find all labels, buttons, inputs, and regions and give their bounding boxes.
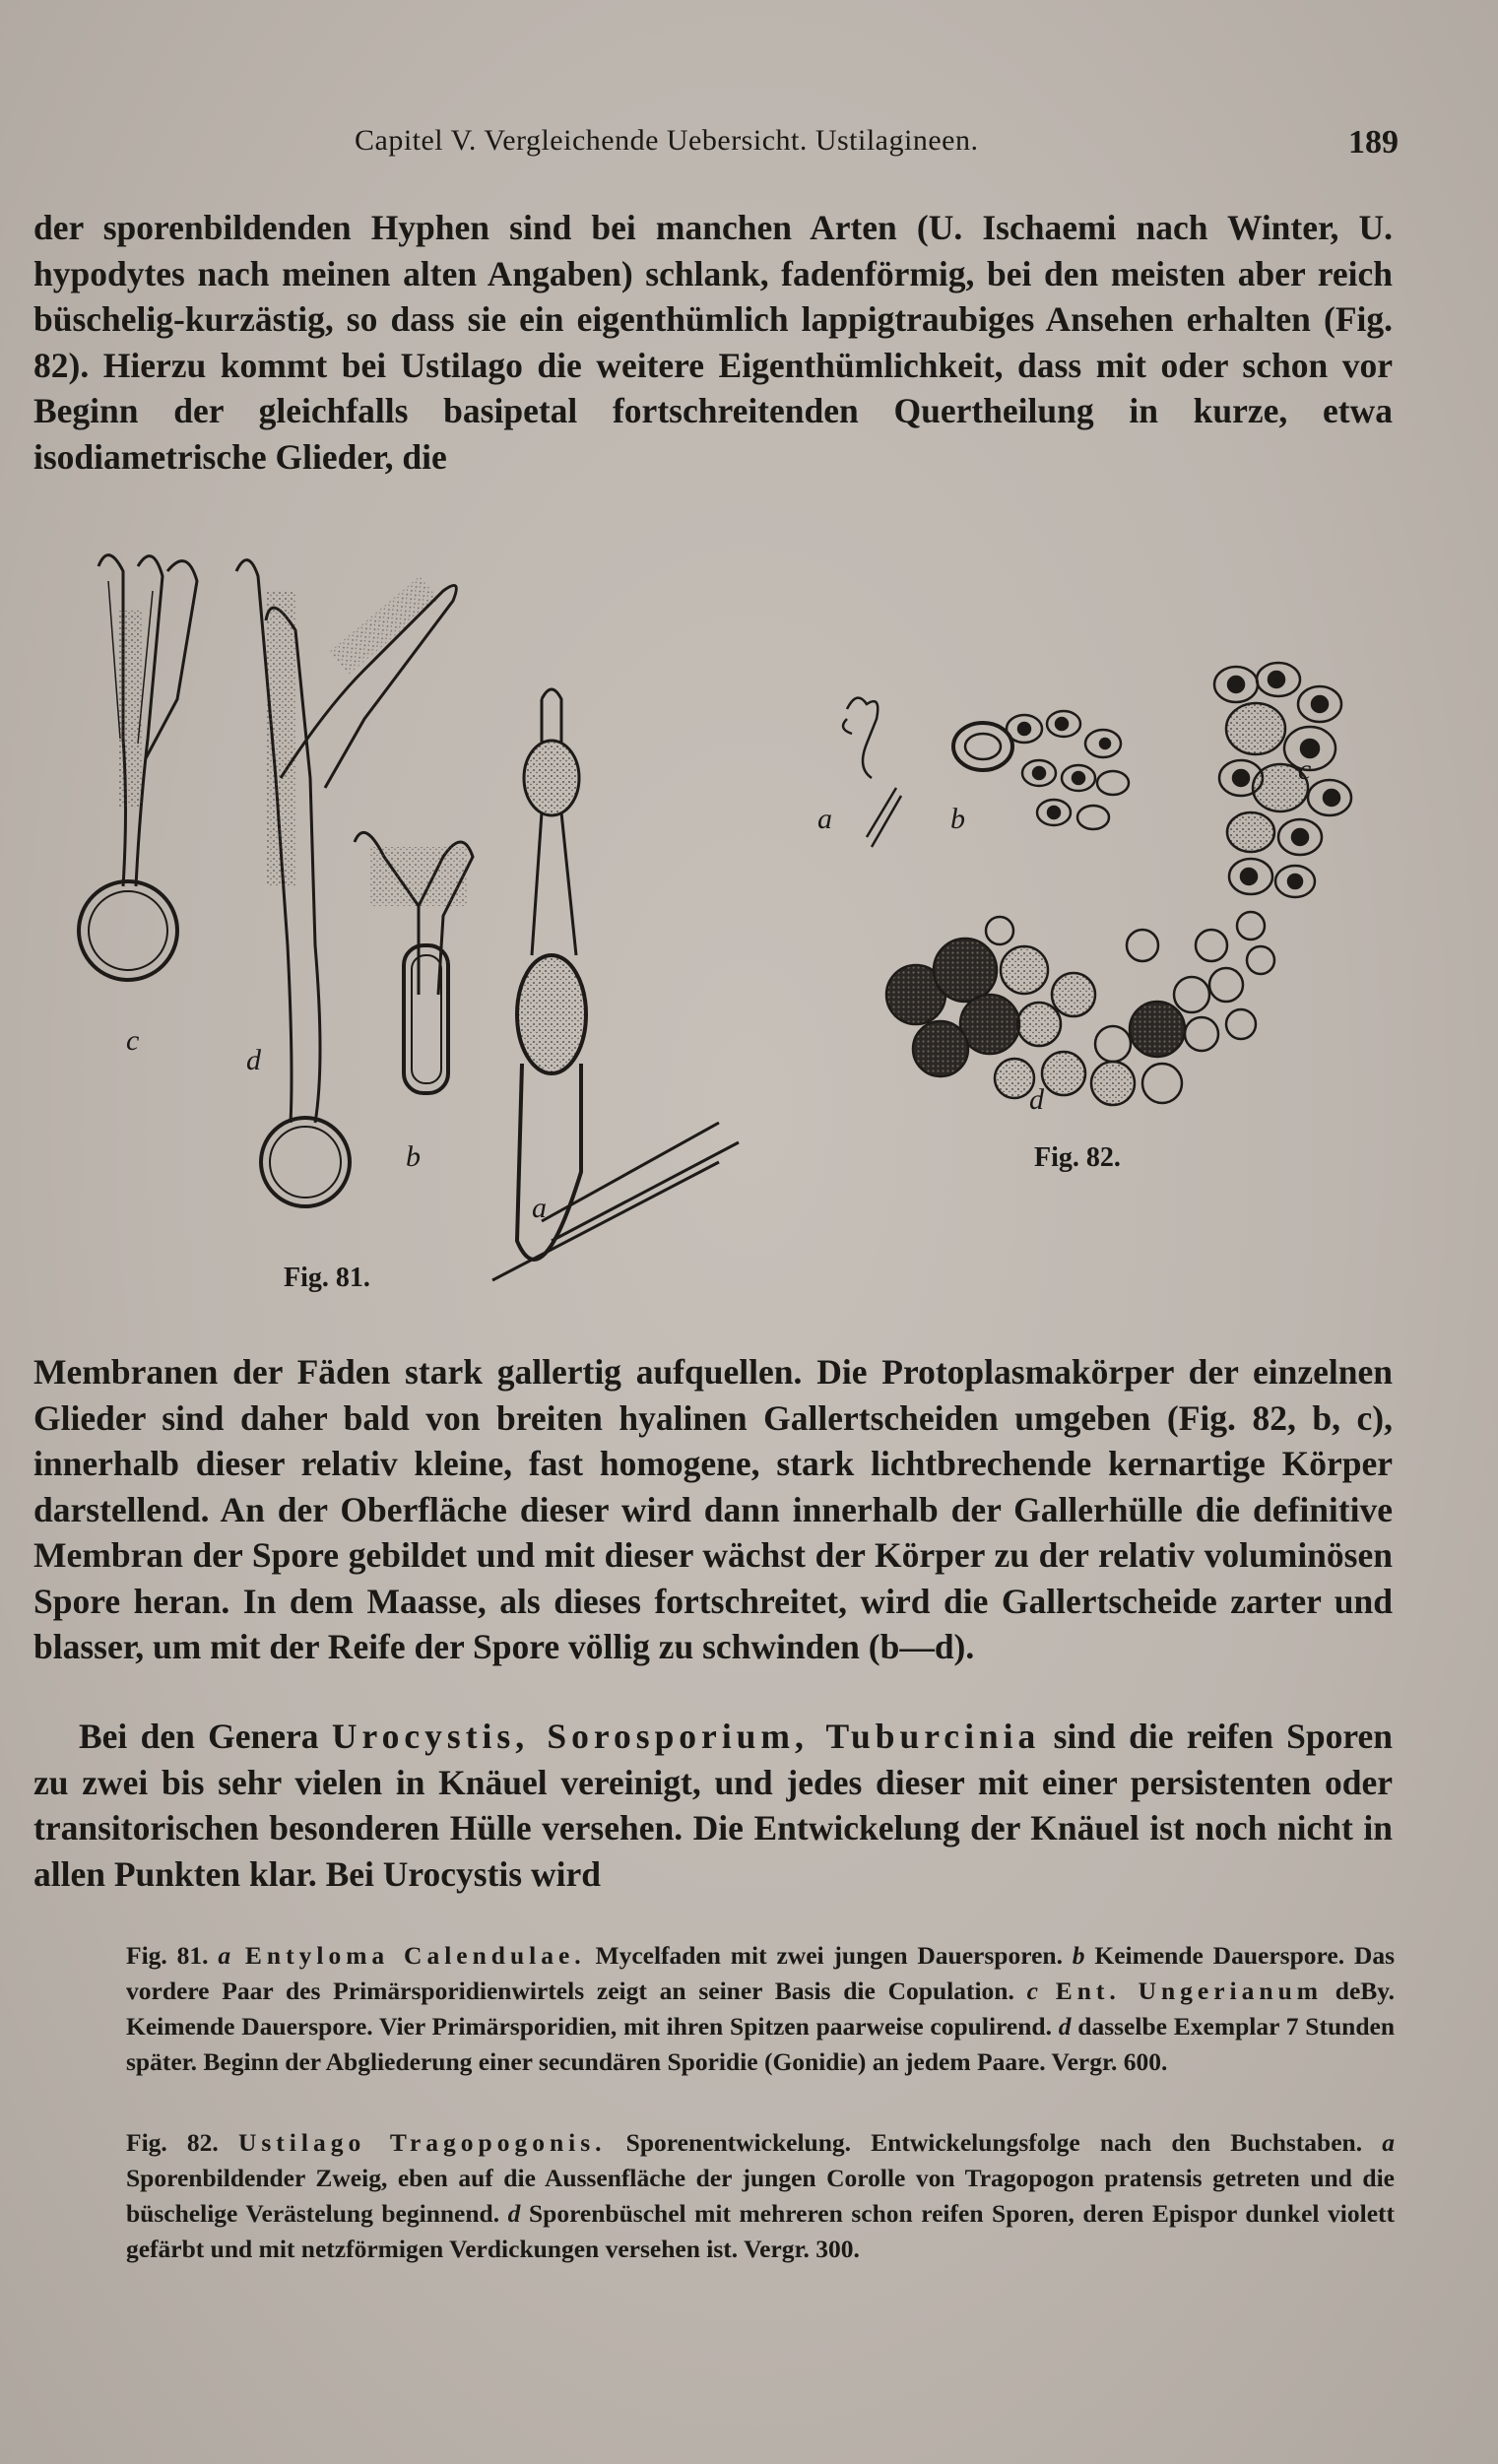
fig82-label: Fig. 82. (1034, 1142, 1121, 1173)
fig81-letter-b: b (406, 1140, 421, 1173)
caption-fig81-text1: Mycelfaden mit zwei jungen Dauersporen. (585, 1941, 1073, 1970)
fig82-letter-a: a (817, 803, 832, 835)
paragraph-3 (33, 1714, 1393, 1897)
caption-fig82-d: d (507, 2199, 521, 2228)
running-head: Capitel V. Vergleichende Uebersicht. Ustilagineen. (355, 124, 979, 157)
caption-fig81-text3: deBy. Keimende Dauerspore. Vier Primärsporidien, mit ihren Spitzen paarweise copulirend. (126, 1977, 1395, 2041)
caption-fig82 (126, 2125, 1395, 2267)
caption-fig81-species1: Entyloma Calendulae. (230, 1941, 586, 1970)
caption-fig82-text2: Sporenbildender Zweig, eben auf die Aussenfläche der jungen Corolle von Tragopogon pratensis getreten und die büschelige Verästelung beginnend. (126, 2164, 1395, 2228)
fig81-label: Fig. 81. (284, 1263, 370, 1293)
fig81-b-drawing (355, 832, 473, 1093)
caption-fig81-c: c (1026, 1977, 1038, 2005)
fig81-c-drawing (79, 555, 197, 980)
fig82-c-drawing (1214, 663, 1351, 897)
caption-fig81-text2: Keimende Dauerspore. Das vordere Paar des Primärsporidienwirtels zeigt an seiner Basis die Copulation. (126, 1941, 1395, 2005)
fig82-letter-c: c (1298, 753, 1312, 786)
caption-fig81-d: d (1058, 2012, 1072, 2041)
fig81-letter-a: a (532, 1192, 547, 1224)
caption-fig82-lead: Fig. 82. (126, 2128, 238, 2157)
page-header (355, 124, 1399, 163)
fig82-letter-b: b (950, 803, 965, 835)
paragraph-3-after: sind die reifen Sporen zu zwei bis sehr vielen in Knäuel vereinigt, und jedes dieser mit einer persistenten oder transitorischen besonderen Hülle versehen. Die Entwickelung der Knäuel ist noch nicht in allen Punkten klar. Bei Urocystis wird (33, 1717, 1394, 1894)
caption-fig82-species: Ustilago Tragopogonis. (237, 2128, 607, 2157)
caption-fig81-species2: Ent. Ungerianum (1037, 1977, 1323, 2005)
caption-fig82-text1: Sporenentwickelung. Entwickelungsfolge nach den Buchstaben. (606, 2128, 1383, 2157)
page-number: 189 (1348, 124, 1399, 161)
paragraph-1: der sporenbildenden Hyphen sind bei manchen Arten (U. Ischaemi nach Winter, U. hypodytes nach meinen alten Angaben) schlank, fadenförmig, bei den meisten aber reich büschelig-kurzästig, so dass sie ein eigenthümlich lappigtraubiges Ansehen erhalten (Fig. 82). Hierzu kommt bei Ustilago die weitere Eigenthümlichkeit, dass mit oder schon vor Beginn der gleichfalls basipetal fortschreitenden Quertheilung in kurze, etwa isodiametrische Glieder, die (33, 208, 1393, 477)
caption-fig81-text4: dasselbe Exemplar 7 Stunden später. Beginn der Abgliederung einer secundären Sporidie (Gonidie) an jedem Paare. Vergr. 600. (126, 2012, 1395, 2076)
caption-fig81-b: b (1072, 1941, 1085, 1970)
paragraph-2: Membranen der Fäden stark gallertig aufquellen. Die Protoplasmakörper der einzelnen Glieder sind daher bald von breiten hyalinen Gallertscheiden umgeben (Fig. 82, b, c), innerhalb dieser relativ kleine, fast homogene, stark lichtbrechende kernartige Körper darstellend. An der Oberfläche dieser wird dann innerhalb der Gallerhülle die definitive Membran der Spore gebildet und mit dieser wächst der Körper zu der relativ voluminösen Spore heran. In dem Maasse, als dieses fortschreitet, wird die Gallertscheide zarter und blasser, um mit der Reife der Spore völlig zu schwinden (b—d). (33, 1352, 1393, 1666)
genera-names: Urocystis, Sorosporium, Tuburcinia (331, 1717, 1041, 1756)
fig82-letter-d: d (1029, 1083, 1044, 1116)
fig82-a-drawing (843, 698, 901, 847)
figures-area (30, 532, 1408, 1320)
fig81-letter-d: d (246, 1044, 261, 1076)
caption-fig81-a: a (218, 1941, 231, 1970)
figure-illustrations (30, 532, 1408, 1320)
fig81-letter-c: c (126, 1024, 140, 1057)
caption-fig81 (126, 1938, 1395, 2080)
caption-fig82-text3: Sporenbüschel mit mehreren schon reifen Sporen, deren Epispor dunkel violett gefärbt und mit netzförmigen Verdickungen versehen ist. Vergr. 300. (126, 2199, 1396, 2263)
fig81-a-drawing (492, 689, 739, 1280)
caption-fig82-a: a (1382, 2128, 1395, 2157)
fig82-b-drawing (953, 711, 1129, 829)
caption-fig81-lead: Fig. 81. (126, 1941, 219, 1970)
fig82-d-drawing (886, 912, 1274, 1105)
paragraph-3-before: Bei den Genera (79, 1717, 332, 1756)
